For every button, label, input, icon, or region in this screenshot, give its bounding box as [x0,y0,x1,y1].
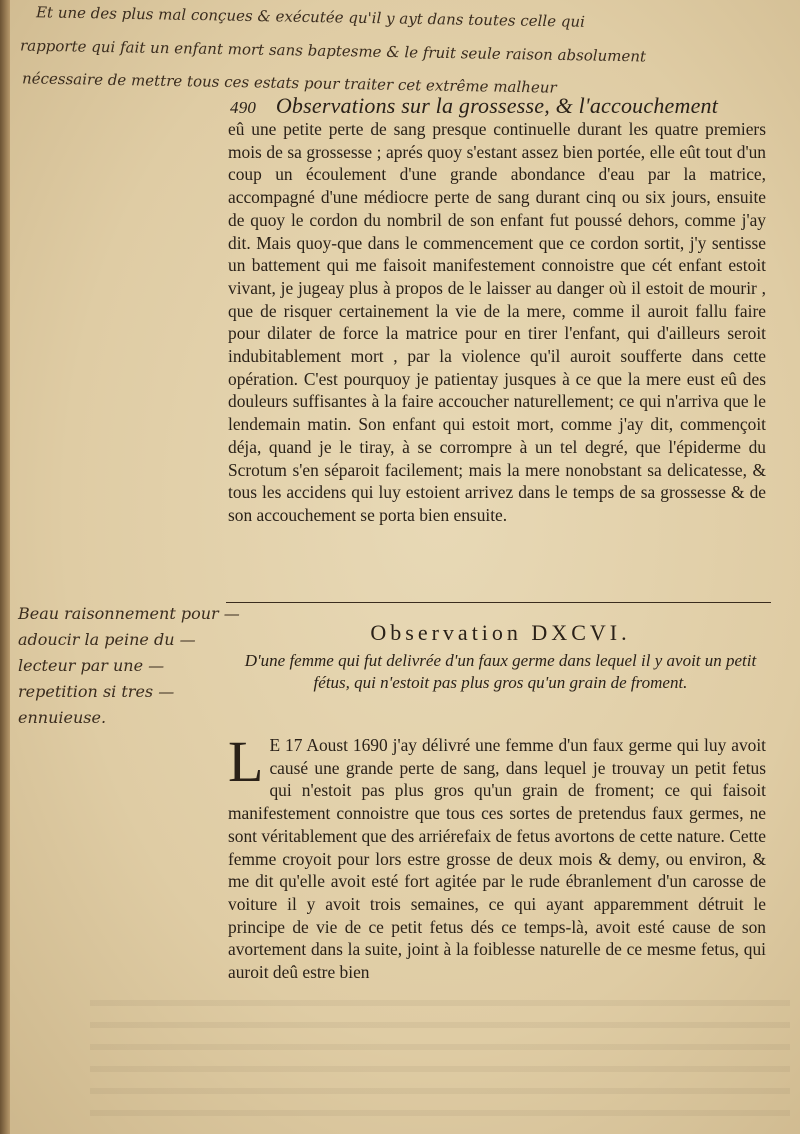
section-divider [226,602,771,603]
margin-note-line-5: ennuieuse. [18,708,107,727]
paragraph-text: eû une petite perte de sang presque continuelle durant les quatre premiers mois de sa grossesse ; aprés quoy s'estant assez bien portée, elle eût tout d'un coup un écoulement d'une grande abondance d'eau par la matrice, accompagné d'une médiocre perte de sang durant cinq ou six jours, ensuite de quoy le cordon du nombril de son enfant fut poussé dehors, comme j'ay dit. Mais quoy-que dans le commencement que ce cordon sortit, j'y sentisse un battement qui me faisoit manifestement connoistre que cét enfant estoit vivant, je jugeay plus à propos de le laisser au danger où il estoit de mourir , que de risquer certainement la vie de la mere, comme il auroit fallu faire pour dilater de force la matrice pour en tirer l'enfant, qui d'ailleurs seroit indubitablement mort , par la violence qu'il auroit soufferte dans cette opération. C'est pourquoy je patientay jusques à ce que la mere eust eû des douleurs suffisantes à la faire accoucher naturellement; ce qui n'arriva que le lendemain matin. Son enfant qui estoit mort, comme j'ay dit, commençoit déja, quand je le tiray, à se corrompre à un tel degré, que l'épiderme du Scrotum s'en séparoit facilement; mais la mere nonobstant sa delicatesse, & tous les accidens qui luy estoient arrivez dans le temps de sa grossesse & de son accouchement se porta bien ensuite. [228,119,766,525]
observation-text: E 17 Aoust 1690 j'ay délivré une femme d'un faux germe qui luy avoit causé une grande perte de sang, dans lequel je trouvay un petit fetus qui n'estoit pas plus gros qu'un grain de froment; ce qui faisoit manifestement connoistre que tous ces sortes de pretendus faux germes, ne sont véritablement que des arriérefaix de fetus avortons de cette nature. Cette femme croyoit pour lors estre grosse de deux mois & demy, ou environ, & me dit qu'elle avoit esté fort agitée par le rude ébranlement d'un carosse de voiture il y avoit trois semaines, ce qui ayant apparemment détruit le principe de vie de ce petit fetus dés ce temps-là, avoit esté cause de son avortement dans la suite, joint à la foiblesse naturelle de ce mesme fetus, qui auroit deû estre bien [228,735,766,983]
observation-title: Observation DXCVI. [370,620,631,645]
drop-cap: L [228,729,264,794]
handwritten-note-line-3: nécessaire de mettre tous ces estats pour traiter cet extrême malheur [21,69,557,97]
margin-note-line-2: adoucir la peine du — [18,630,196,649]
page-binding-edge [0,0,10,1134]
observation-subtitle: D'une femme qui fut delivrée d'un faux germe dans lequel il y avoit un petit fétus, qui n'estoit pas plus gros qu'un grain de froment. [244,651,757,692]
margin-note-line-1: Beau raisonnement pour — [18,604,240,623]
show-through-text [90,1000,790,1130]
running-head [230,93,770,119]
running-head-title: Observations sur la grossesse, & l'accouchement [275,93,719,118]
page-number: 490 [230,98,257,117]
observation-body [228,729,766,984]
margin-note-line-4: repetition si tres — [18,682,175,701]
paragraph-continued [228,118,766,527]
handwritten-note-line-1: Et une des plus mal conçues & exécutée qu'il y ayt dans toutes celle qui [35,3,586,31]
margin-note-line-3: lecteur par une — [18,656,165,675]
handwritten-note-line-2: rapporte qui fait un enfant mort sans baptesme & le fruit seule raison absolument [19,36,647,66]
